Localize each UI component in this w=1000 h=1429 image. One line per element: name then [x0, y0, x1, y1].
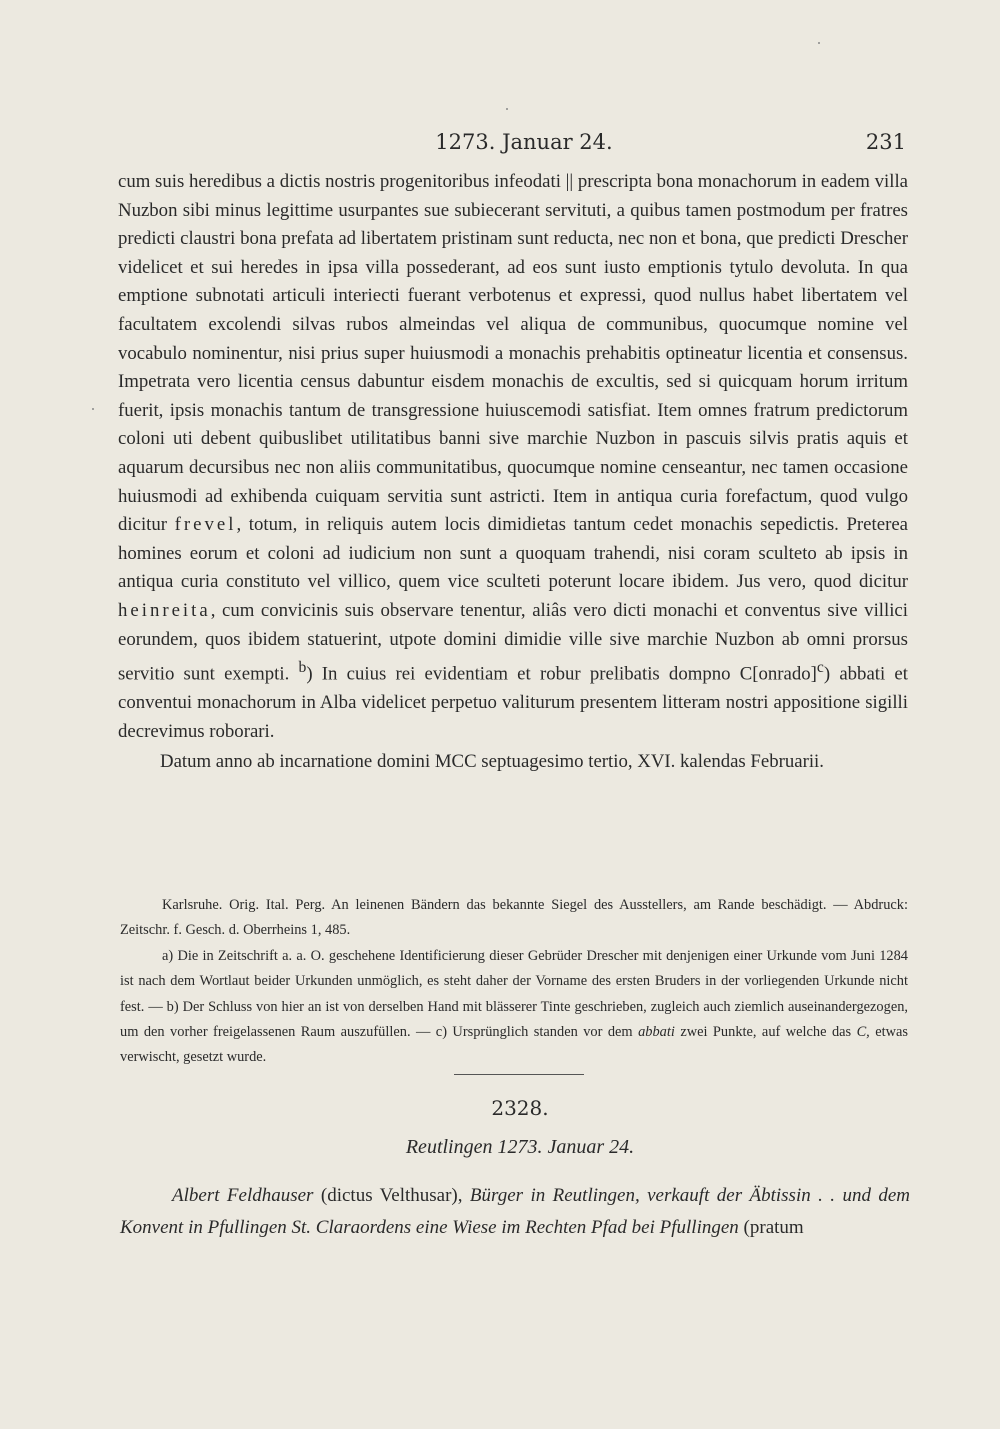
text-segment: ) In cuius rei evidentiam et robur prelibatis dompno C[onrado] — [306, 663, 817, 685]
regest-plain: (dictus Velthusar), — [320, 1185, 463, 1206]
header-date: 1273. Januar 24. — [435, 130, 613, 154]
regest-summary — [120, 1180, 910, 1244]
datum-line: Datum anno ab incarnatione domini MCC septuagesimo tertio, XVI. kalendas Februarii. — [160, 751, 824, 773]
footnote-italic-letter: C, — [856, 1024, 870, 1041]
regest-italic: Bürger in Reutlingen, verkauft der Äbtissin . . und dem Konvent in Pfullingen St. Claraordens eine Wiese im Rechten Pfad bei Pfullingen — [120, 1185, 911, 1238]
footnote-text: zwei Punkte, auf welche das — [680, 1024, 852, 1041]
paper-speck — [506, 108, 508, 110]
charter-text — [118, 168, 908, 777]
document-number: 2328. — [491, 1096, 549, 1120]
spaced-word-frevel: frevel — [174, 514, 237, 536]
paper-speck — [818, 42, 820, 44]
regest-italic: Albert Feldhauser — [172, 1185, 314, 1206]
text-segment: ) abbati et conventui monachorum in Alba videlicet perpetuo valiturum presentem litteram nostri appositione sigilli decrevimus roborari. — [118, 663, 908, 742]
regest-plain: (pratum — [743, 1217, 804, 1238]
place-date-heading: Reutlingen 1273. Januar 24. — [405, 1136, 635, 1158]
footnotes — [120, 944, 908, 1071]
paper-speck — [92, 408, 94, 410]
charter-paragraph — [118, 168, 908, 746]
text-segment: cum suis heredibus a dictis nostris progenitoribus infeodati || prescripta bona monachorum in eadem villa Nuzbon sibi minus legittime usurpantes sue subiecerant servituti, a quibus tamen postmodum per fratres predicti claustri bona prefata ad libertatem pristinam sunt reducta, nec non et bona, que predicti Drescher videlicet et sui heredes in ipsa villa possederant, ad eos sunt iusto emptionis tytulo devoluta. In qua emptione subnotati articuli interiecti fuerant verbotenus et expressi, quod nullus habet libertatem vel facultatem excolendi silvas rubos almeindas vel aliqua de communibus, quocumque nomine vel vocabulo nominentur, nisi prius super huiusmodi a monachis prehabitis optineatur licentia et consensus. Impetrata vero licentia census dabuntur eisdem monachis de excultis, sed si quicquam horum irritum fuerit, ipsis monachis tantum de transgressione huiuscemodi satisfiat. Item omnes fratrum predictorum coloni uti debent quibuslibet utilitatibus banni sive marchie Nuzbon in pascuis silvis pratis aquis et aquarum decursibus nec non aliis communitatibus, quocumque nomine censeantur, nec tamen occasione huiusmodi ad exhibenda cuiquam servitia sunt astricti. Item in antiqua curia forefactum, quod vulgo dicitur — [118, 171, 908, 536]
source-note: Karlsruhe. Orig. Ital. Perg. An leinenen Bändern das bekannte Siegel des Ausstellers, am Rande beschädigt. — Abdruck: Zeitschr. f. Gesch. d. Oberrheins 1, 485. — [120, 897, 908, 939]
footnote-italic-word: abbati — [638, 1024, 675, 1041]
running-header — [118, 130, 906, 160]
apparatus-notes — [120, 893, 908, 1071]
footnote-text: etwas verwischt, gesetzt wurde. — [120, 1024, 908, 1066]
spaced-word-heinreita: heinreita — [118, 599, 211, 621]
section-divider — [454, 1074, 584, 1075]
page-number: 231 — [865, 130, 906, 154]
footnote-mark-b: b — [298, 659, 307, 677]
text-segment: , totum, in reliquis autem locis dimidietas tantum cedet monachis sepedictis. Preterea homines eorum et coloni ad iudicium non sunt a quoquam trahendi, nisi coram sculteto ab ipsis in antiqua curia constituto vel villico, quem vice sculteti poterunt locare ibidem. Jus vero, quod dicitur — [118, 514, 908, 593]
footnote-mark-c: c — [816, 659, 824, 677]
text-segment: , cum convicinis suis observare tenentur, aliâs vero dicti monachi et conventus sive villici eorundem, quos ibidem statuerint, utpote domini dimidie ville sive marchie Nuzbon ab omni prorsus servitio sunt exempti. — [118, 599, 908, 685]
footnote-text: a) Die in Zeitschrift a. a. O. geschehene Identificierung dieser Gebrüder Drescher mit denjenigen einer Urkunde vom Juni 1284 ist nach dem Wortlaut beider Urkunden unmöglich, es steht daher der Vorname des ersten Bruders in der vorliegenden Urkunde nicht fest. — b) Der Schluss von hier an ist von derselben Hand mit blässerer Tinte geschrieben, zugleich auch ziemlich auseinandergezogen, um den vorher freigelassenen Raum auszufüllen. — c) Ursprünglich standen vor dem — [120, 947, 908, 1041]
